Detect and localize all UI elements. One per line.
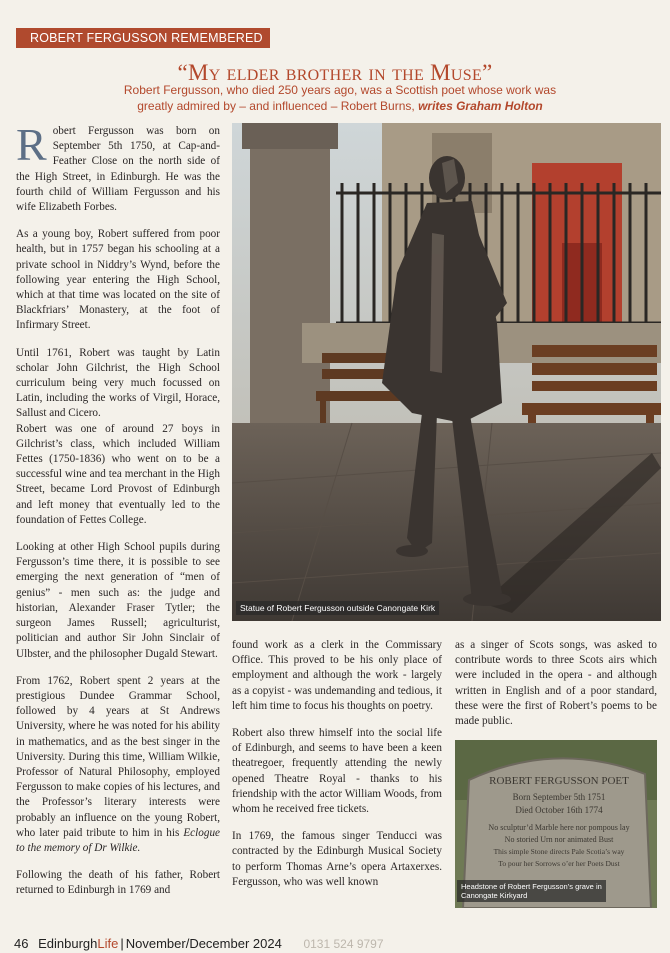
inscription-line: No sculptur’d Marble here nor pompous lay [488,823,630,832]
paragraph: Robert was one of around 27 boys in Gilchrist’s class, which included William Fettes (1750-1836) who went on to be a successful wine and tea merchant in the High Street, became Lord Provost of Edinburgh and left money that eventually led to the foundation of Fettes College. [16,422,220,526]
inscription-line: No storied Urn nor animated Bust [504,835,614,844]
magazine-name-life: Life [97,936,119,951]
paragraph-text: From 1762, Robert spent 2 years at the prestigious Dundee Grammar School, followed by 4 years at St Andrews University, where he was noted for his ability in mathematics, and as the best singer in the University. During this time, William Wilkie, Professor of Natural Philosophy, employed Fergusson to make copies of his lectures, and the Professor’s literary interests were probably an influence on the young Robert, who later paid tribute to him in his [16,674,220,839]
standfirst-text: Robert Fergusson, who died 250 years ago, was a Scottish poet whose work was greatly admired by – and influenced – Robert Burns, [123,83,557,113]
statue-photo [232,123,661,621]
issue-date: November/December 2024 [125,936,282,951]
magazine-name: Edinburgh [38,936,98,951]
article-column-2 [232,638,442,902]
inscription-line: Died October 16th 1774 [515,805,603,815]
paragraph: Robert also threw himself into the social life of Edinburgh, and seems to have been a keen theatregoer, frequently attending the newly opened Theatre Royal - thanks to his friendship with the actor William Woods, from whom he received free tickets. [232,727,442,816]
headstone-photo [455,740,657,908]
inscription-line: ROBERT FERGUSSON POET [489,775,629,787]
paragraph: found work as a clerk in the Commissary Office. This proved to be his only place of employment and although the work - largely as a copyist - was undemanding and tedious, it left him time to focus his thoughts on poetry. [232,639,442,712]
article-column-1 [16,119,220,911]
ad-phone: 0131 524 9797 [303,937,384,951]
page-number: 46 [14,936,29,951]
dropcap: R [16,119,47,170]
paragraph-text: obert Fergusson was born on September 5th 1750, at Cap-and-Feather Close on the north side of the High Street, in Edinburgh. He was the fourth child of William Fergusson and his wife Elizabeth Forbes. [16,125,220,214]
paragraph: as a singer of Scots songs, was asked to contribute words to three Scots airs which were included in the opera - and although written in English and of a poor standard, these were the first of Robert’s poems to be made public. [455,639,657,728]
inscription-line: Born September 5th 1751 [512,792,606,802]
paragraph: Looking at other High School pupils during Fergusson’s time there, it is possible to see emerging the next generation of “men of genius” - men such as: the judge and historian, Alexander Fraser Tytler; the surgeon James Russell; agriculturist, politician and author Sir John Sinclair of Ulbster, and the philosopher Dugald Stewart. [16,541,220,660]
inscription-line: To pour her Sorrows o’er her Poets Dust [498,859,620,868]
caption-line: Headstone of Robert Fergusson’s grave in [461,882,602,891]
caption-line: Canongate Kirkyard [461,891,528,900]
paragraph [16,674,220,856]
poem-title: Eclogue to the memory of Dr Wilkie. [16,826,220,854]
headline: “My elder brother in the Muse” [177,60,493,85]
section-tab: ROBERT FERGUSSON REMEMBERED [16,28,270,48]
photo-caption: Statue of Robert Fergusson outside Canongate Kirk [236,601,439,615]
paragraph [16,119,220,215]
paragraph: Following the death of his father, Robert returned to Edinburgh in 1769 and [16,869,220,897]
photo-caption [457,880,606,902]
byline: writes Graham Holton [418,99,543,113]
article-column-3 [455,638,657,741]
paragraph: As a young boy, Robert suffered from poor health, but in 1757 began his schooling at a private school in Niddry’s Wynd, before the following year entering the High School, which at that time was located on the site of Blackfriars’ Monastery, at the foot of Infirmary Street. [16,228,220,332]
footer-divider: | [120,936,124,951]
statue-illustration [232,123,661,621]
inscription-line: This simple Stone directs Pale Scotia’s way [493,847,625,856]
paragraph: In 1769, the famous singer Tenducci was contracted by the Edinburgh Musical Society to perform Thomas Arne’s opera Artaxerxes. Fergusson, who was well known [232,830,442,888]
page-footer [14,935,664,953]
standfirst [110,82,570,114]
paragraph: Until 1761, Robert was taught by Latin scholar John Gilchrist, the High School curriculum being very much focussed on Latin, including the works of Virgil, Horace, Sallust and Cicero. [16,346,220,420]
